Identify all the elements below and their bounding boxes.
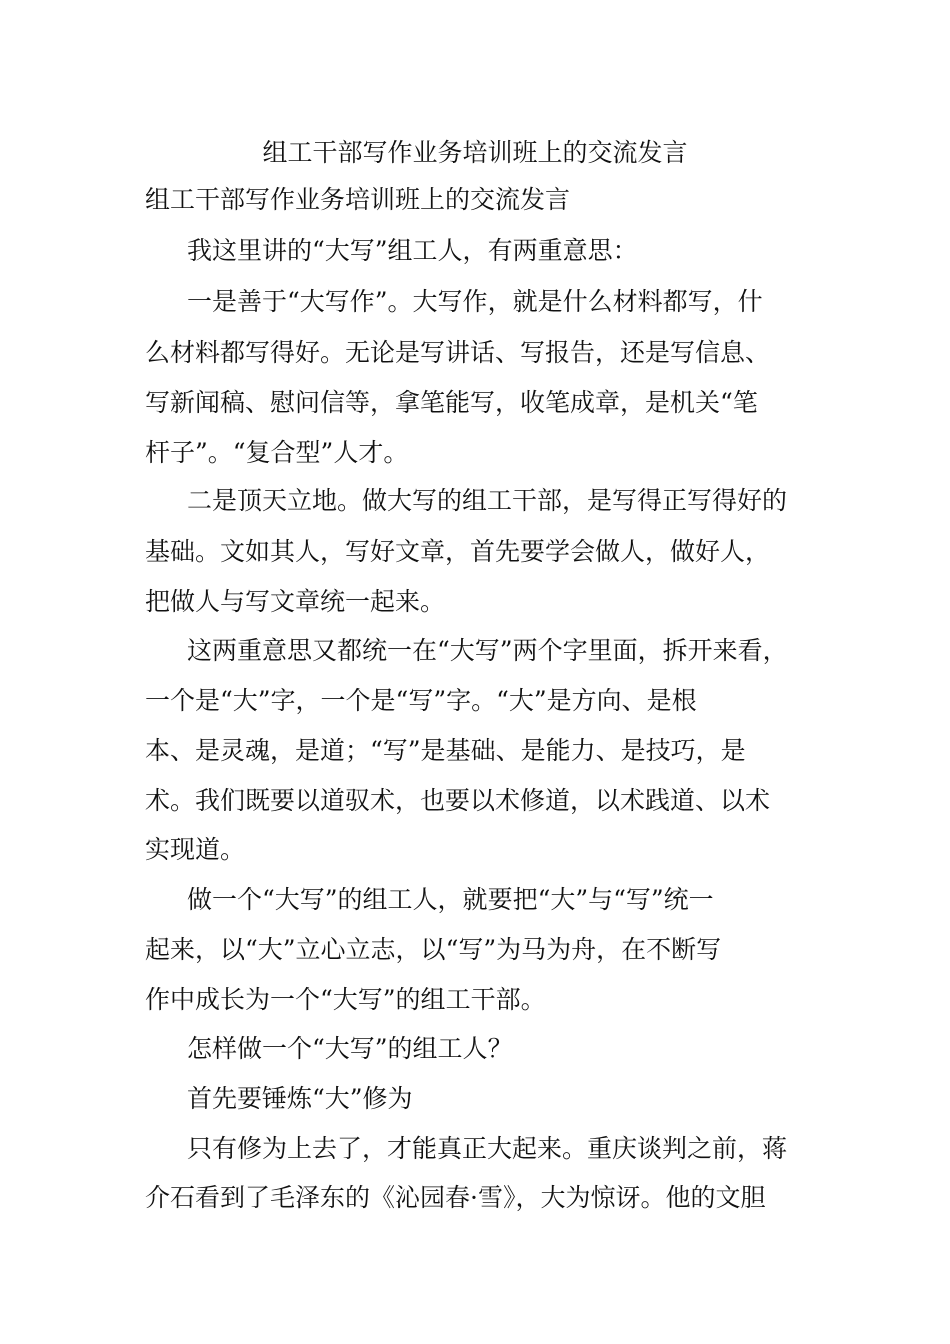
paragraph-line: 基础。文如其人，写好文章，首先要学会做人，做好人， bbox=[145, 537, 771, 566]
paragraph-line: 起来，以“大”立心立志，以“写”为马为舟，在不断写 bbox=[145, 935, 722, 964]
document-title: 组工干部写作业务培训班上的交流发言 bbox=[262, 138, 688, 167]
paragraph-line: 么材料都写得好。无论是写讲话、写报告，还是写信息、 bbox=[145, 338, 771, 367]
paragraph-line: 本、是灵魂，是道；“写”是基础、是能力、是技巧，是 bbox=[145, 736, 746, 765]
paragraph-line: 把做人与写文章统一起来。 bbox=[145, 587, 446, 616]
paragraph-line: 我这里讲的“大写”组工人，有两重意思： bbox=[187, 236, 638, 265]
paragraph-line: 介石看到了毛泽东的《沁园春·雪》，大为惊讶。他的文胆 bbox=[145, 1183, 766, 1212]
paragraph-line: 一是善于“大写作”。大写作，就是什么材料都写，什 bbox=[187, 287, 763, 316]
paragraph-line: 二是顶天立地。做大写的组工干部，是写得正写得好的 bbox=[187, 486, 788, 515]
paragraph-line: 一个是“大”字，一个是“写”字。“大”是方向、是根 bbox=[145, 686, 697, 715]
paragraph-line: 只有修为上去了，才能真正大起来。重庆谈判之前，蒋 bbox=[187, 1134, 788, 1163]
subtitle-line: 组工干部写作业务培训班上的交流发言 bbox=[145, 185, 571, 214]
paragraph-line: 怎样做一个“大写”的组工人？ bbox=[187, 1034, 513, 1063]
paragraph-line: 实现道。 bbox=[145, 835, 246, 864]
paragraph-line: 杆子”。“复合型”人才。 bbox=[145, 438, 409, 467]
paragraph-line: 写新闻稿、慰问信等，拿笔能写，收笔成章，是机关“笔 bbox=[145, 388, 758, 417]
paragraph-line: 作中成长为一个“大写”的组工干部。 bbox=[145, 985, 546, 1014]
section-heading: 首先要锤炼“大”修为 bbox=[187, 1084, 413, 1113]
paragraph-line: 做一个“大写”的组工人，就要把“大”与“写”统一 bbox=[187, 885, 714, 914]
paragraph-line: 这两重意思又都统一在“大写”两个字里面，拆开来看， bbox=[187, 636, 788, 665]
paragraph-line: 术。我们既要以道驭术，也要以术修道，以术践道、以术 bbox=[145, 786, 771, 815]
